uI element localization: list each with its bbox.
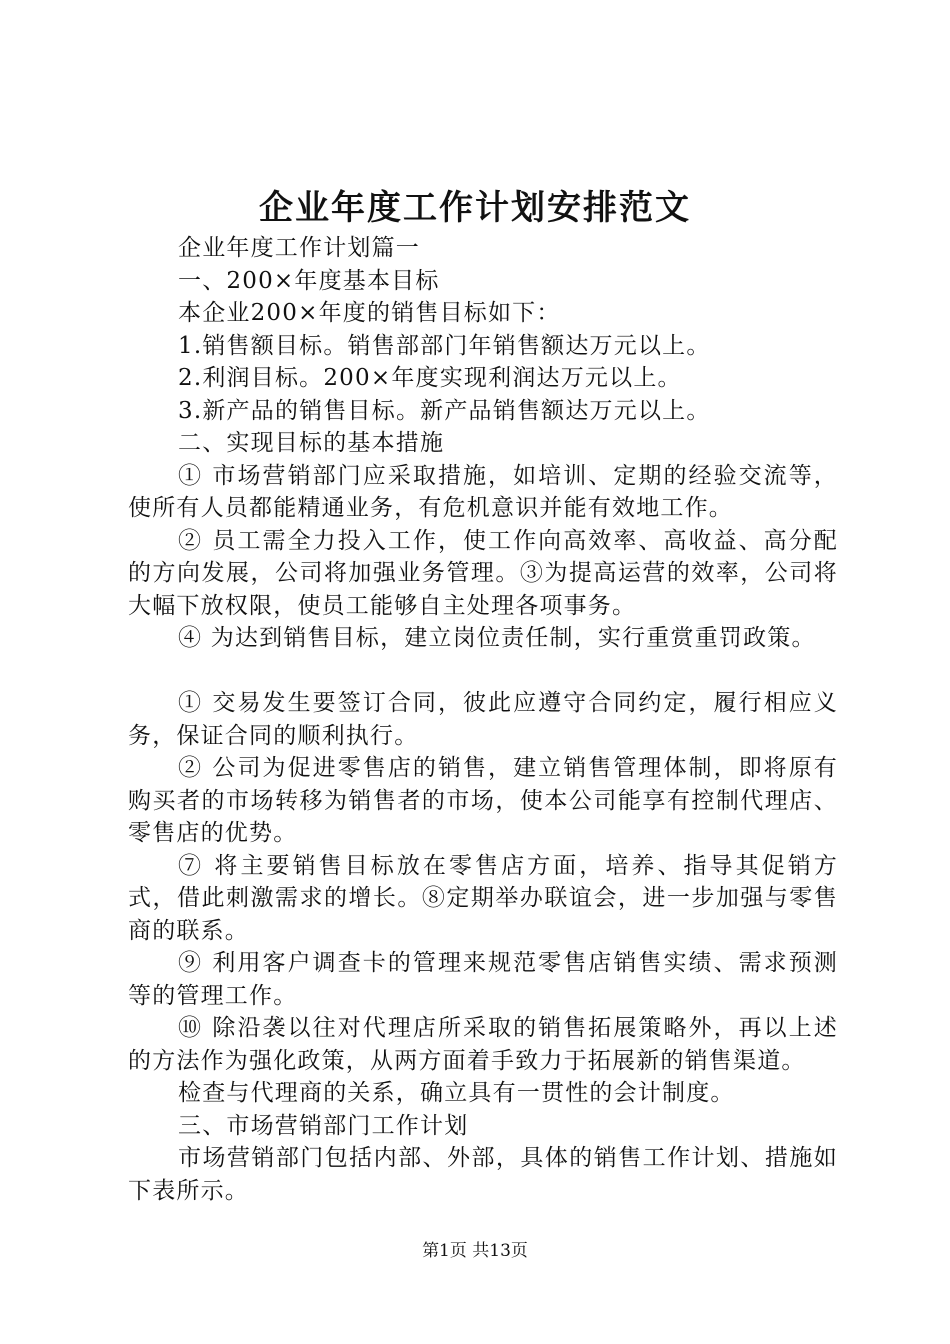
paragraph: ② 公司为促进零售店的销售，建立销售管理体制，即将原有购买者的市场转移为销售者的市场，使本公司能享有控制代理店、零售店的优势。 <box>128 755 838 846</box>
page-footer: 第1页 共13页 <box>422 1241 528 1261</box>
paragraph: ① 交易发生要签订合同，彼此应遵守合同约定，履行相应义务，保证合同的顺利执行。 <box>128 690 838 749</box>
paragraph: 市场营销部门包括内部、外部，具体的销售工作计划、措施如下表所示。 <box>128 1145 838 1204</box>
paragraph: 本企业200×年度的销售目标如下： <box>178 300 561 326</box>
document-body <box>128 232 838 1207</box>
paragraph: ⑩ 除沿袭以往对代理店所采取的销售拓展策略外，再以上述的方法作为强化政策，从两方面着手致力于拓展新的销售渠道。 <box>128 1015 838 1074</box>
blank-line <box>128 655 838 688</box>
paragraph: ⑦ 将主要销售目标放在零售店方面，培养、指导其促销方式，借此刺激需求的增长。⑧定期举办联谊会，进一步加强与零售商的联系。 <box>128 852 838 944</box>
paragraph: ④ 为达到销售目标，建立岗位责任制，实行重赏重罚政策。 <box>178 625 816 651</box>
paragraph: ⑨ 利用客户调查卡的管理来规范零售店销售实绩、需求预测等的管理工作。 <box>128 950 838 1009</box>
paragraph: 检查与代理商的关系，确立具有一贯性的会计制度。 <box>178 1080 735 1106</box>
document-title: 企业年度工作计划安排范文 <box>259 188 691 228</box>
paragraph: 二、实现目标的基本措施 <box>178 430 445 456</box>
paragraph: ① 市场营销部门应采取措施，如培训、定期的经验交流等，使所有人员都能精通业务，有危机意识并能有效地工作。 <box>128 462 838 521</box>
paragraph: 三、市场营销部门工作计划 <box>178 1112 469 1139</box>
paragraph: 企业年度工作计划篇一 <box>178 235 420 261</box>
paragraph: ② 员工需全力投入工作，使工作向高效率、高收益、高分配的方向发展，公司将加强业务管理。③为提高运营的效率，公司将大幅下放权限，使员工能够自主处理各项事务。 <box>128 527 838 619</box>
paragraph: 一、200×年度基本目标 <box>178 267 440 294</box>
paragraph: 2.利润目标。200×年度实现利润达万元以上。 <box>178 365 682 391</box>
paragraph: 3.新产品的销售目标。新产品销售额达万元以上。 <box>178 397 711 424</box>
paragraph: 1.销售额目标。销售部部门年销售额达万元以上。 <box>178 332 711 359</box>
